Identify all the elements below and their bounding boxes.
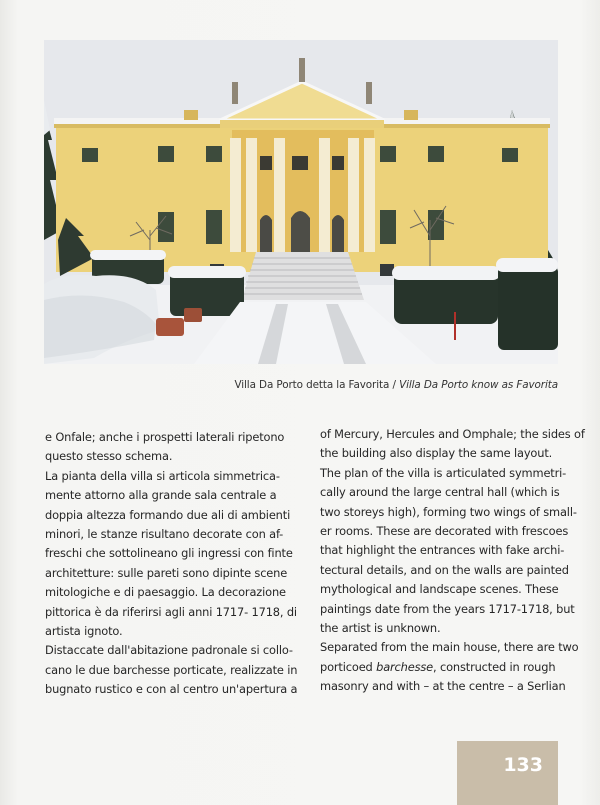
text-line: minori, le stanze risultano decorate con af- bbox=[45, 527, 284, 542]
caption-english: Villa Da Porto know as Favorita bbox=[399, 379, 558, 391]
text-line: La pianta della villa si articola simmetrica- bbox=[45, 468, 280, 483]
caption-italian: Villa Da Porto detta la Favorita bbox=[234, 379, 390, 391]
text-line: paintings date from the years 1717-1718, but bbox=[320, 601, 575, 616]
text-line: mitologiche e di paesaggio. La decorazione bbox=[45, 585, 286, 600]
caption-separator: / bbox=[389, 379, 400, 391]
photo-caption bbox=[44, 379, 558, 391]
text-line bbox=[320, 658, 562, 677]
text-line: freschi che sottolineano gli ingressi con finte bbox=[45, 546, 293, 561]
italic-term-barchesse: barchesse bbox=[376, 659, 434, 674]
text-fragment: porticoed bbox=[320, 659, 377, 674]
text-line: cally around the large central hall (which is bbox=[320, 485, 560, 500]
text-line: of Mercury, Hercules and Omphale; the sides of bbox=[320, 427, 585, 441]
english-text-column bbox=[320, 425, 585, 697]
text-line: doppia altezza formando due ali di ambienti bbox=[45, 507, 291, 522]
text-line: e Onfale; anche i prospetti laterali ripetono bbox=[45, 430, 285, 444]
text-line: Separated from the main house, there are two bbox=[320, 640, 579, 655]
text-line: cano le due barchesse porticate, realizzate in bbox=[45, 662, 298, 677]
page-number-block bbox=[457, 741, 558, 805]
text-line: that highlight the entrances with fake archi- bbox=[320, 543, 565, 558]
text-line: the building also display the same layout. bbox=[320, 446, 553, 461]
text-line: mente attorno alla grande sala centrale a bbox=[45, 488, 277, 503]
text-line: two storeys high), forming two wings of small- bbox=[320, 504, 577, 519]
text-line: bugnato rustico e con al centro un'apertura a bbox=[45, 682, 298, 697]
text-line: masonry and with – at the centre – a Serlian bbox=[320, 679, 566, 694]
text-line: pittorica è da riferirsi agli anni 1717- 1718, di bbox=[45, 604, 297, 619]
text-line: the artist is unknown. bbox=[320, 621, 441, 636]
text-line: The plan of the villa is articulated symmetri- bbox=[320, 465, 567, 480]
text-line: Distaccate dall'abitazione padronale si collo- bbox=[45, 643, 293, 658]
text-line: tectural details, and on the walls are painted bbox=[320, 562, 569, 577]
villa-photo bbox=[44, 40, 558, 364]
text-line: questo stesso schema. bbox=[45, 449, 173, 464]
italian-text-column bbox=[45, 428, 298, 700]
text-fragment: , constructed in rough bbox=[433, 659, 556, 674]
page-number: 133 bbox=[503, 754, 543, 776]
text-line: er rooms. These are decorated with frescoes bbox=[320, 524, 569, 539]
text-line: artista ignoto. bbox=[45, 624, 123, 639]
text-line: mythological and landscape scenes. These bbox=[320, 582, 559, 597]
text-line: architetture: sulle pareti sono dipinte scene bbox=[45, 565, 288, 580]
